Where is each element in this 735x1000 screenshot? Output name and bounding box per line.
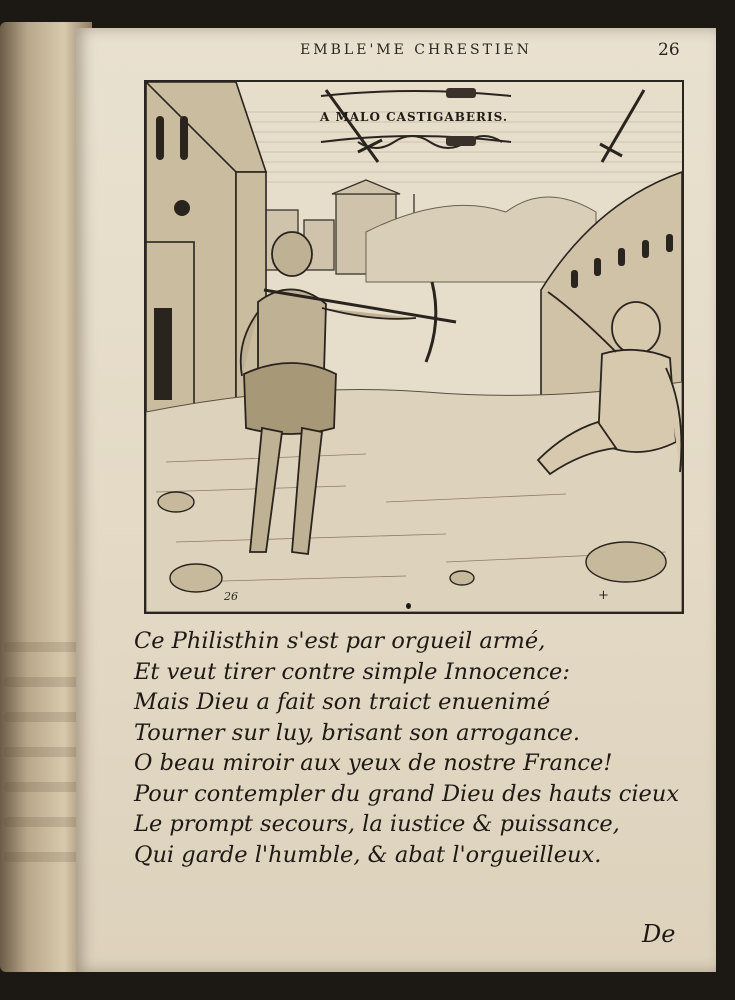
verse-line: Le prompt secours, la iustice & puissance,	[134, 811, 620, 837]
bleed-through-line	[4, 712, 84, 722]
book-page	[76, 28, 716, 972]
verse-line: Et veut tirer contre simple Innocence:	[134, 658, 570, 685]
verse-line: Mais Dieu a fait son traict enuenimé	[134, 689, 551, 715]
bleed-through-line	[4, 747, 84, 757]
engraving-illustration	[146, 82, 682, 612]
plate-number: 26	[224, 590, 238, 603]
bleed-through-line	[4, 852, 84, 862]
running-head: EMBLE'ME CHRESTIEN	[300, 42, 532, 58]
verse-line: Pour contempler du grand Dieu des hauts cieux	[134, 780, 680, 807]
ink-spot	[406, 603, 411, 609]
bleed-through-line	[4, 817, 84, 827]
emblem-motto: A MALO CASTIGABERIS.	[319, 110, 509, 124]
verse-line: O beau miroir aux yeux de nostre France!	[134, 750, 613, 776]
emblem-verses	[134, 626, 714, 870]
bleed-through-line	[4, 782, 84, 792]
verse-line: Tourner sur luy, brisant son arrogance.	[134, 719, 581, 746]
engraver-monogram: +	[598, 588, 609, 603]
catchword: De	[642, 920, 676, 948]
page-number: 26	[658, 40, 680, 60]
bleed-through-line	[4, 642, 84, 652]
bleed-through-line	[4, 677, 84, 687]
verse-line: Ce Philisthin s'est par orgueil armé,	[134, 628, 546, 654]
emblem-engraving	[144, 80, 684, 614]
verse-line: Qui garde l'humble, & abat l'orgueilleux.	[134, 841, 602, 868]
